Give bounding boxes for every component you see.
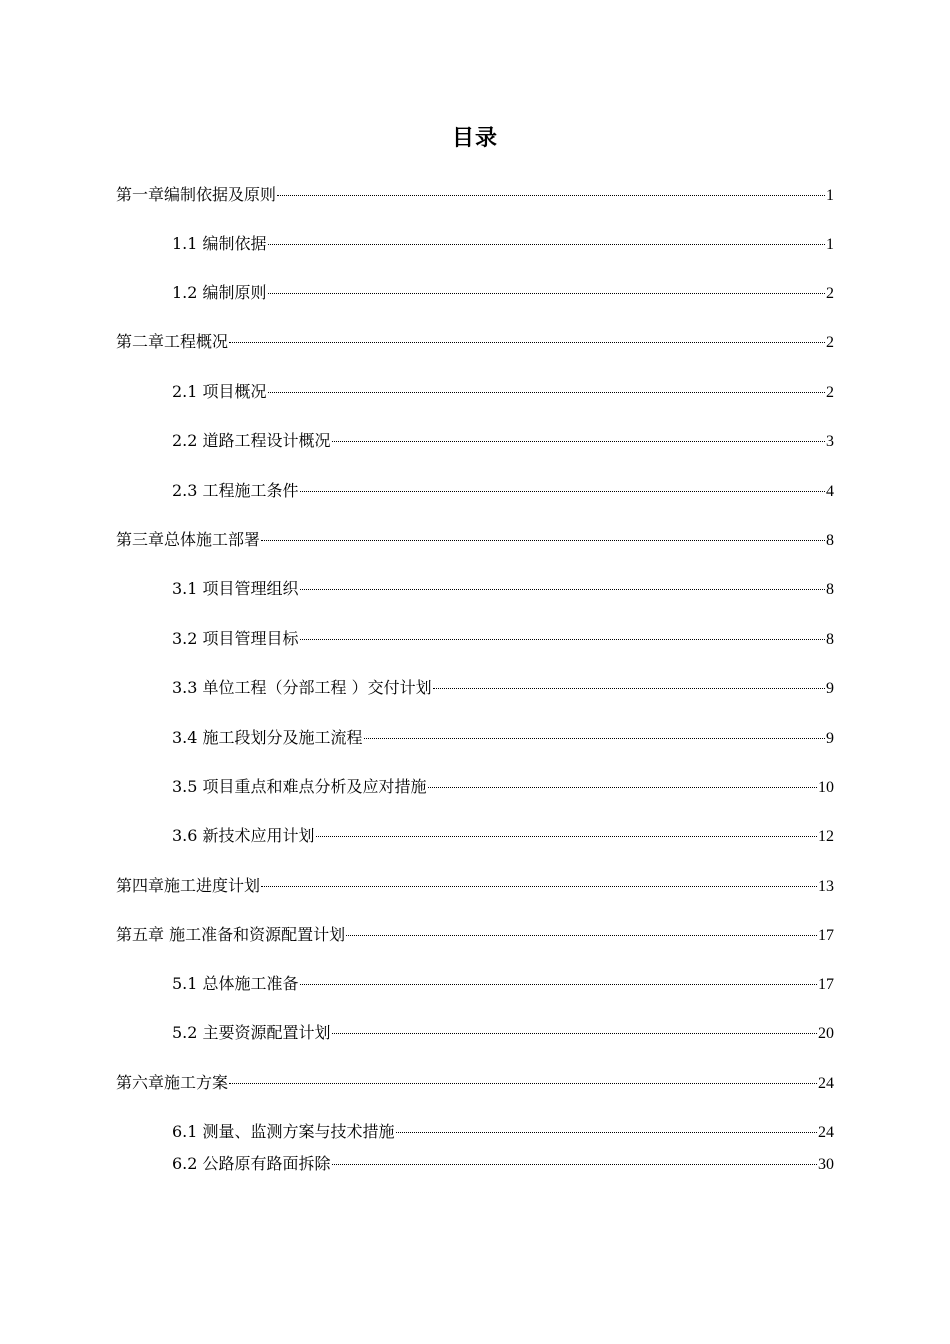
toc-entry[interactable]	[116, 529, 834, 551]
toc-page-number: 8	[826, 581, 834, 598]
toc-entry-text: 3.2 项目管理目标	[172, 629, 299, 648]
toc-page-number: 30	[818, 1156, 834, 1173]
toc-page-number: 17	[818, 976, 834, 993]
toc-entry-text: 5.2 主要资源配置计划	[172, 1023, 331, 1042]
toc-entry-text: 2.2 道路工程设计概况	[172, 431, 331, 450]
toc-entry[interactable]	[116, 184, 834, 206]
toc-entry[interactable]	[172, 727, 834, 749]
toc-dot-leader	[268, 243, 825, 245]
toc-entry-text: 3.5 项目重点和难点分析及应对措施	[172, 777, 427, 796]
toc-entry-text: 6.1 测量、监测方案与技术措施	[172, 1122, 395, 1141]
toc-entry[interactable]	[172, 233, 834, 255]
toc-entry-text: 第五章 施工准备和资源配置计划	[116, 925, 346, 944]
toc-dot-leader	[332, 1163, 817, 1165]
toc-dot-leader	[332, 1032, 817, 1034]
toc-dot-leader	[261, 539, 825, 541]
toc-dot-leader	[364, 737, 825, 739]
toc-entry[interactable]	[172, 480, 834, 502]
toc-dot-leader	[433, 687, 825, 689]
toc-page-number: 3	[826, 433, 834, 450]
toc-entry[interactable]	[172, 1121, 834, 1143]
toc-page-number: 24	[818, 1075, 834, 1092]
toc-page-number: 4	[826, 483, 834, 500]
toc-dot-leader	[229, 1082, 817, 1084]
toc-dot-leader	[428, 786, 817, 788]
toc-entry-text: 第四章施工进度计划	[116, 876, 261, 895]
toc-entry-text: 3.1 项目管理组织	[172, 579, 299, 598]
toc-entry[interactable]	[172, 578, 834, 600]
toc-entry-text: 2.3 工程施工条件	[172, 481, 299, 500]
toc-entry-text: 2.1 项目概况	[172, 382, 267, 401]
toc-dot-leader	[277, 194, 825, 196]
toc-dot-leader	[261, 885, 817, 887]
toc-entry-text: 第二章工程概况	[116, 332, 229, 351]
toc-page-number: 24	[818, 1124, 834, 1141]
toc-dot-leader	[396, 1131, 817, 1133]
toc-dot-leader	[300, 638, 825, 640]
toc-dot-leader	[300, 983, 817, 985]
toc-entry[interactable]	[172, 677, 834, 699]
toc-page-number: 13	[818, 878, 834, 895]
toc-entry[interactable]	[116, 1072, 834, 1094]
toc-dot-leader	[346, 934, 817, 936]
toc-entry-text: 第一章编制依据及原则	[116, 185, 277, 204]
toc-entry-text: 1.1 编制依据	[172, 234, 267, 253]
toc-page-number: 1	[826, 187, 834, 204]
toc-entry[interactable]	[172, 628, 834, 650]
toc-entry-text: 第三章总体施工部署	[116, 530, 261, 549]
toc-dot-leader	[300, 588, 825, 590]
toc-page-number: 17	[818, 927, 834, 944]
toc-page-number: 12	[818, 828, 834, 845]
toc-entry[interactable]	[116, 331, 834, 353]
toc-entry-text: 5.1 总体施工准备	[172, 974, 299, 993]
toc-page-number: 1	[826, 236, 834, 253]
toc-dot-leader	[229, 341, 825, 343]
toc-entry[interactable]	[172, 282, 834, 304]
toc-dot-leader	[316, 835, 817, 837]
toc-entry-text: 3.6 新技术应用计划	[172, 826, 315, 845]
toc-dot-leader	[268, 292, 825, 294]
toc-entry[interactable]	[172, 825, 834, 847]
toc-page-number: 8	[826, 532, 834, 549]
toc-dot-leader	[332, 440, 825, 442]
toc-page-number: 9	[826, 730, 834, 747]
toc-page-number: 10	[818, 779, 834, 796]
toc-page-number: 2	[826, 285, 834, 302]
toc-entry[interactable]	[172, 1153, 834, 1175]
toc-dot-leader	[300, 490, 825, 492]
toc-entry[interactable]	[172, 776, 834, 798]
toc-entry-text: 第六章施工方案	[116, 1073, 229, 1092]
toc-entry[interactable]	[116, 875, 834, 897]
toc-entry-text: 3.4 施工段划分及施工流程	[172, 728, 363, 747]
toc-page-number: 2	[826, 334, 834, 351]
toc-entry[interactable]	[172, 1022, 834, 1044]
toc-dot-leader	[268, 391, 825, 393]
toc-page-number: 9	[826, 680, 834, 697]
toc-page-number: 8	[826, 631, 834, 648]
toc-entry-text: 1.2 编制原则	[172, 283, 267, 302]
toc-entry[interactable]	[172, 430, 834, 452]
toc-entry[interactable]	[116, 924, 834, 946]
toc-page-number: 2	[826, 384, 834, 401]
toc-title: 目录	[451, 126, 498, 151]
toc-entry[interactable]	[172, 973, 834, 995]
toc-entry-text: 6.2 公路原有路面拆除	[172, 1154, 331, 1173]
toc-entry-text: 3.3 单位工程（分部工程 ）交付计划	[172, 678, 432, 697]
toc-entry[interactable]	[172, 381, 834, 403]
toc-page-number: 20	[818, 1025, 834, 1042]
